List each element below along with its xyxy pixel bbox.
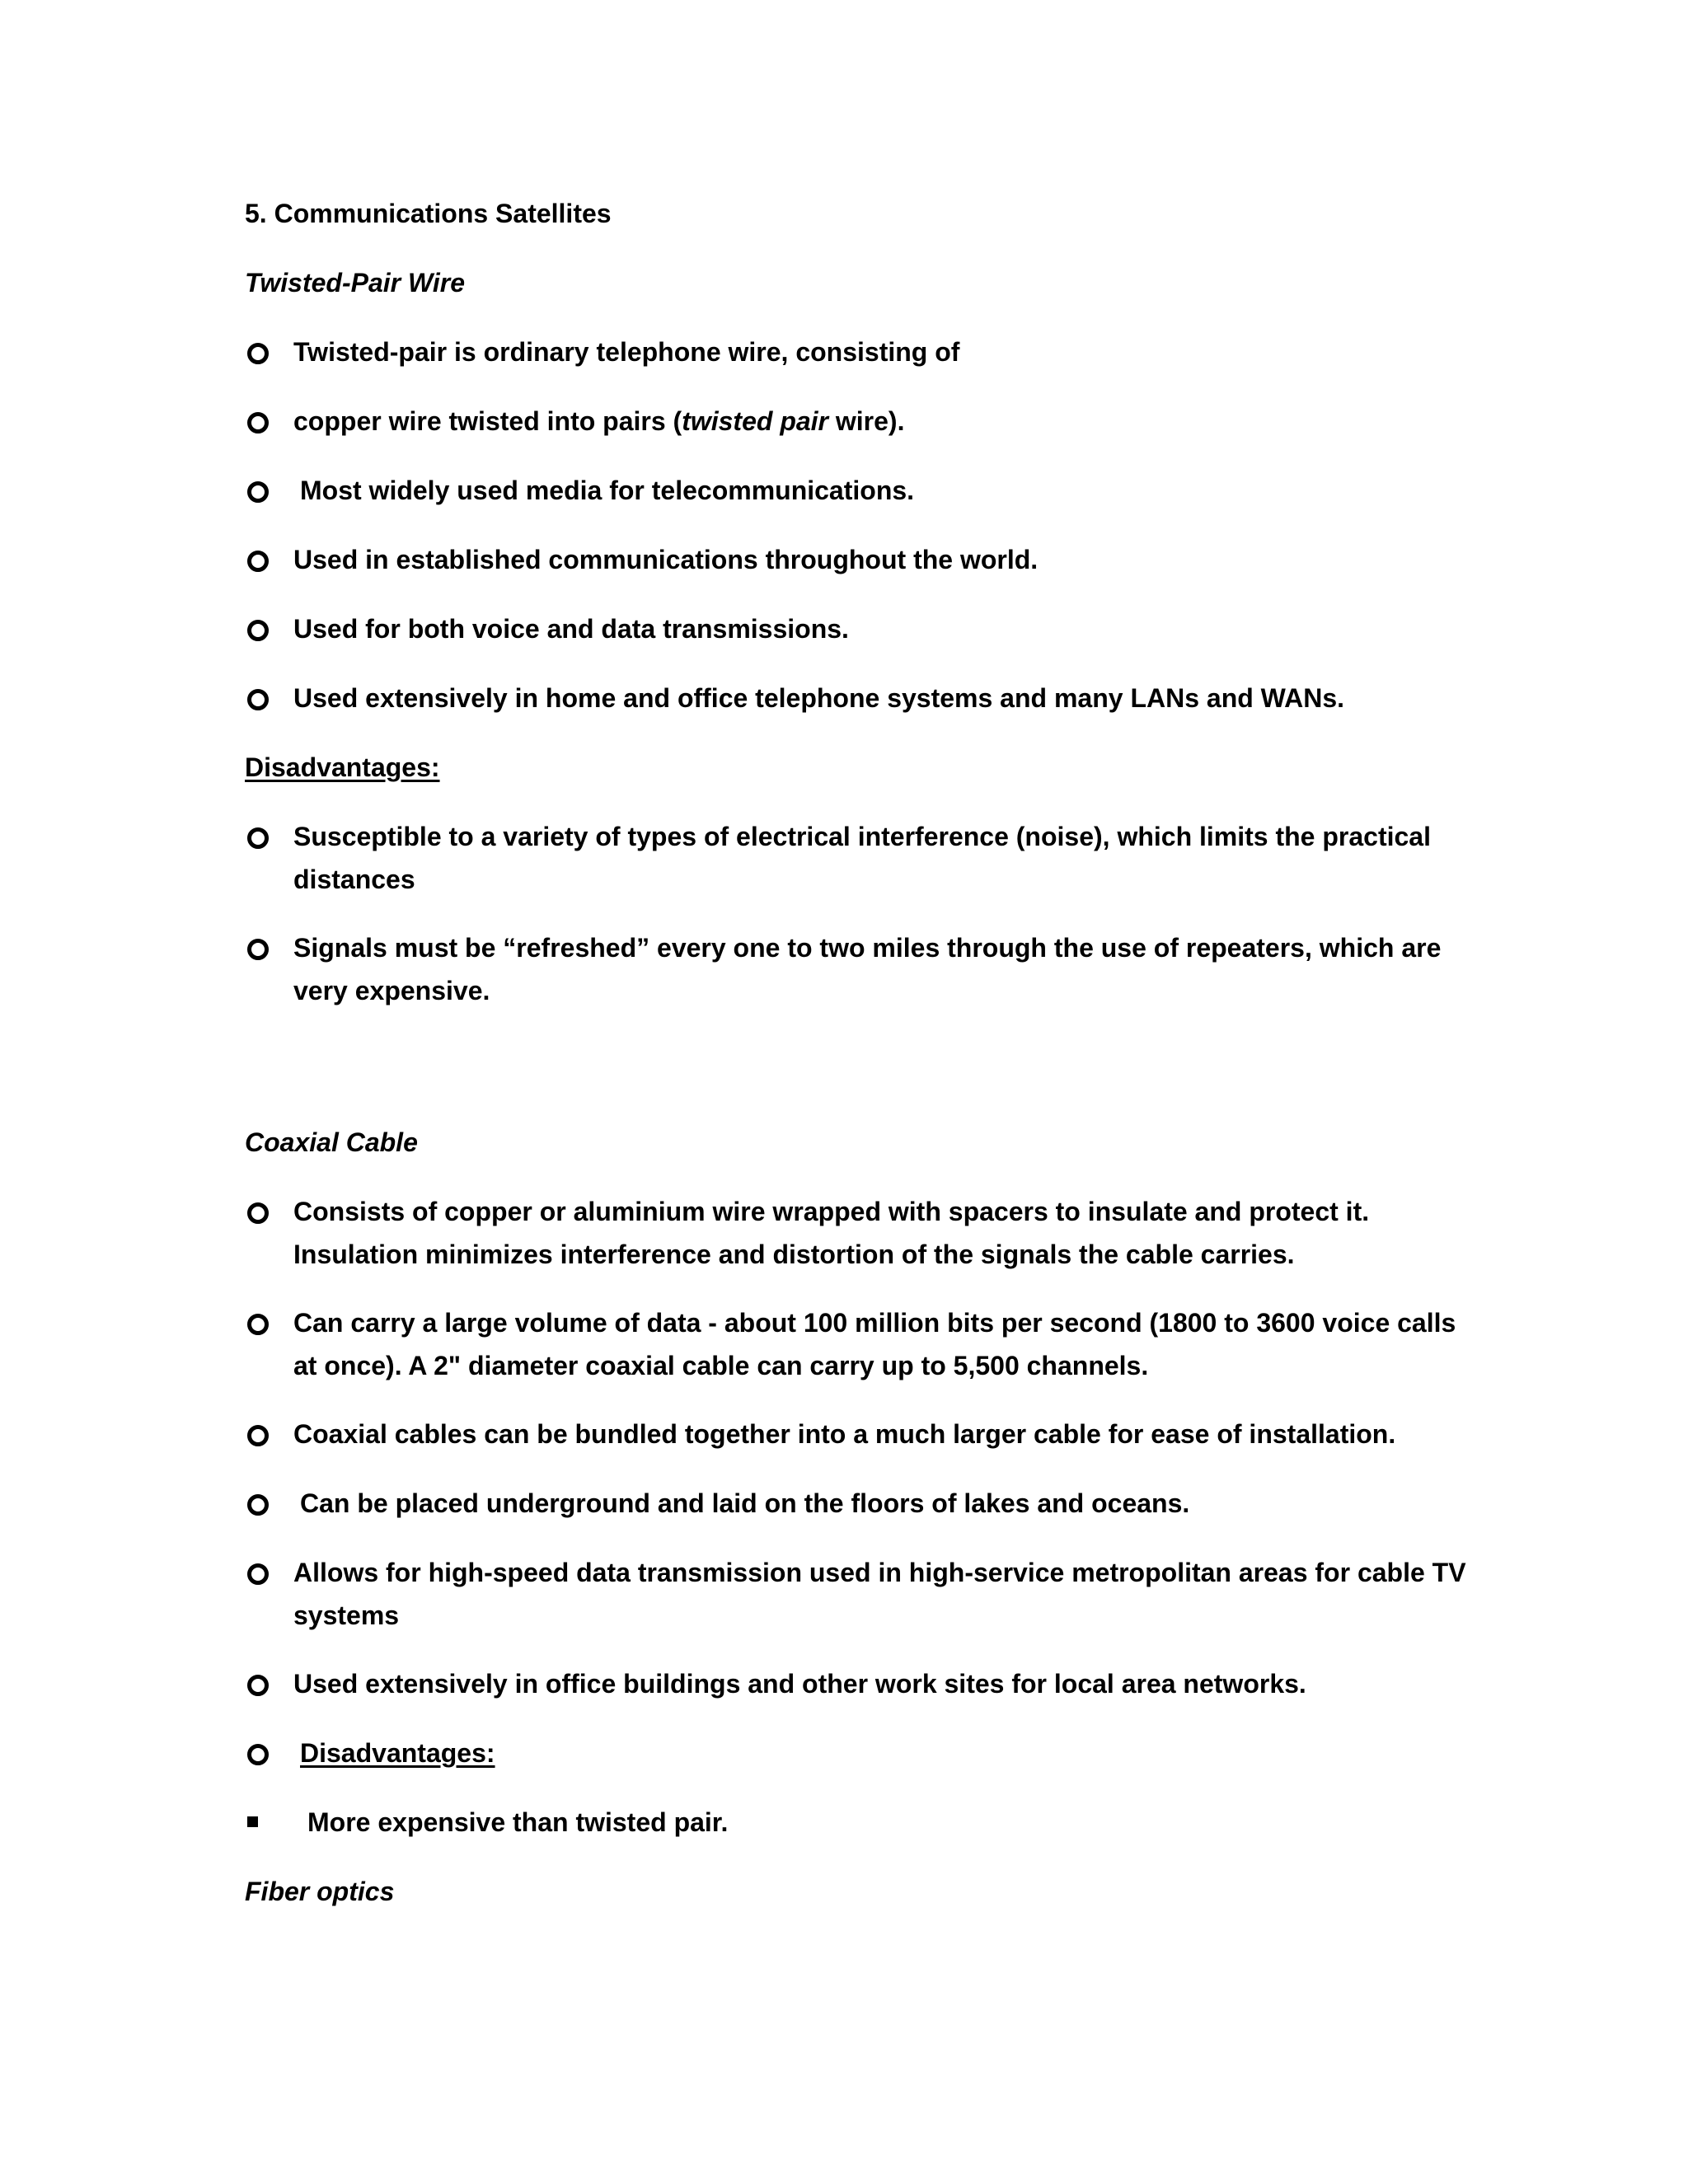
square-bullet-icon bbox=[247, 1816, 258, 1827]
list-item-text: Used extensively in office buildings and other work sites for local area networks. bbox=[293, 1669, 1306, 1699]
circle-bullet-icon bbox=[247, 1744, 269, 1765]
list-item-text: Signals must be “refreshed” every one to two miles through the use of repeaters, which are very expensive. bbox=[293, 933, 1442, 1005]
list-item-text: Can carry a large volume of data - about 100 million bits per second (1800 to 3600 voice calls at once). A 2" diameter coaxial cable can carry up to 5,500 channels. bbox=[293, 1308, 1456, 1380]
list-item-text: Can be placed underground and laid on the floors of lakes and oceans. bbox=[300, 1488, 1190, 1518]
text-segment: copper wire twisted into pairs ( bbox=[293, 406, 682, 436]
section-heading: 5. Communications Satellites bbox=[245, 199, 612, 228]
disadvantages-title: Disadvantages: bbox=[300, 1738, 495, 1768]
circle-bullet-icon bbox=[247, 481, 269, 503]
circle-bullet-icon bbox=[247, 620, 269, 641]
list-item-text: Coaxial cables can be bundled together into a much larger cable for ease of installation. bbox=[293, 1419, 1396, 1449]
list-item-text: Susceptible to a variety of types of electrical interference (noise), which limits the practical distances bbox=[293, 822, 1431, 894]
circle-bullet-icon bbox=[247, 689, 269, 710]
circle-bullet-icon bbox=[247, 412, 269, 434]
list-item-text: More expensive than twisted pair. bbox=[307, 1807, 729, 1837]
list-item-text bbox=[293, 400, 1480, 443]
circle-bullet-icon bbox=[247, 1314, 269, 1335]
circle-bullet-icon bbox=[247, 827, 269, 849]
circle-bullet-icon bbox=[247, 343, 269, 364]
list-item-text: Used extensively in home and office telephone systems and many LANs and WANs. bbox=[293, 683, 1345, 713]
list-item-text: Used for both voice and data transmissions. bbox=[293, 614, 849, 644]
list-item-text: Most widely used media for telecommunications. bbox=[300, 476, 915, 505]
fiber-optics-title: Fiber optics bbox=[245, 1877, 395, 1906]
circle-bullet-icon bbox=[247, 1425, 269, 1446]
circle-bullet-icon bbox=[247, 1202, 269, 1224]
circle-bullet-icon bbox=[247, 1494, 269, 1516]
list-item-text: Allows for high-speed data transmission used in high-service metropolitan areas for cable TV systems bbox=[293, 1558, 1466, 1630]
twisted-pair-title: Twisted-Pair Wire bbox=[245, 268, 466, 298]
circle-bullet-icon bbox=[247, 1563, 269, 1585]
list-item-text: Consists of copper or aluminium wire wrapped with spacers to insulate and protect it. Insulation minimizes interference and distortion of the signals the cable carries. bbox=[293, 1197, 1370, 1269]
circle-bullet-icon bbox=[247, 1675, 269, 1696]
circle-bullet-icon bbox=[247, 939, 269, 960]
disadvantages-title: Disadvantages: bbox=[245, 752, 440, 782]
text-segment: wire). bbox=[828, 406, 905, 436]
list-item-text: Twisted-pair is ordinary telephone wire, consisting of bbox=[293, 337, 960, 367]
italic-term: twisted pair bbox=[682, 406, 828, 436]
list-item-text bbox=[300, 1732, 1487, 1774]
list-item-text: Used in established communications throughout the world. bbox=[293, 545, 1039, 574]
coaxial-title: Coaxial Cable bbox=[245, 1127, 418, 1157]
circle-bullet-icon bbox=[247, 551, 269, 572]
